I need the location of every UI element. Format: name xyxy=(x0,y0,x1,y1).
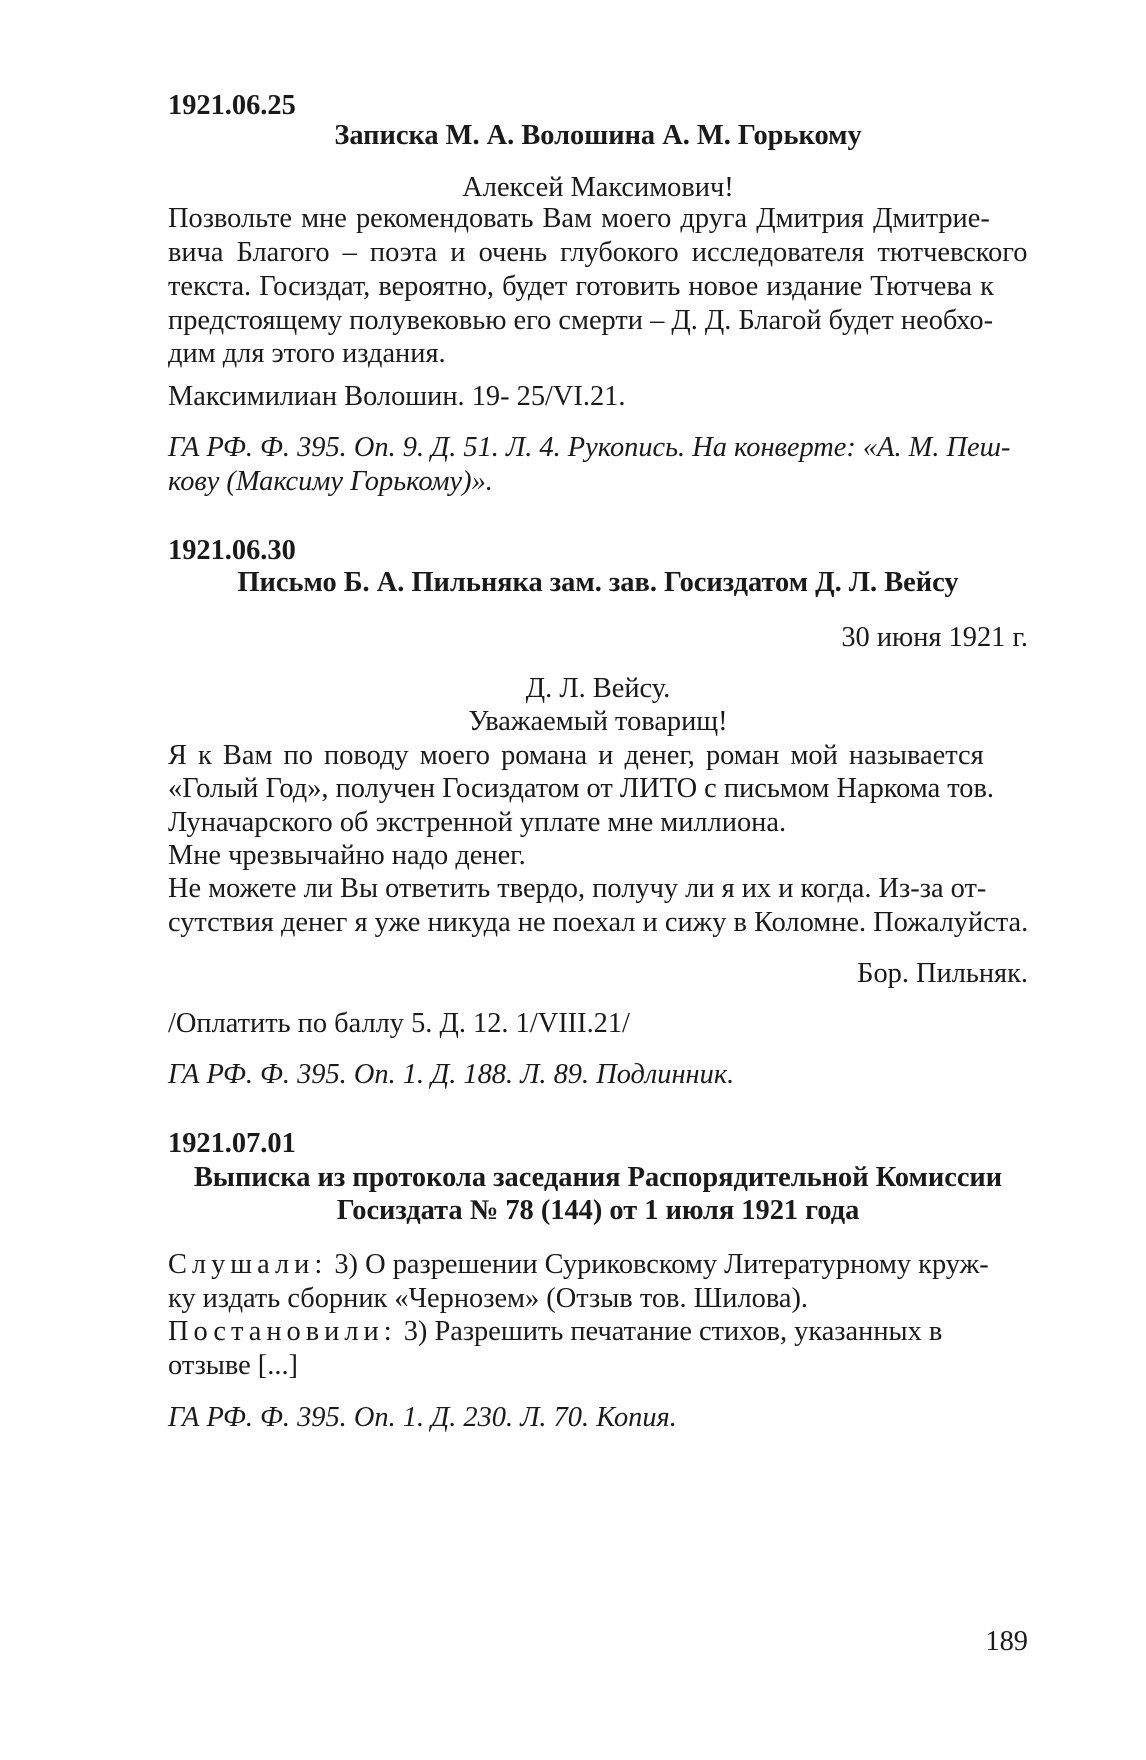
entry-title: Записка М. А. Волошина А. М. Горькому xyxy=(334,120,862,151)
entry-title: Выписка из протокола заседания Распорядительной Комиссии xyxy=(193,1162,1003,1193)
body-line: отзыве [...] xyxy=(168,1350,299,1381)
archive-source: ГА РФ. Ф. 395. Оп. 1. Д. 188. Л. 89. Подлинник. xyxy=(168,1059,735,1090)
addressee: Д. Л. Вейсу. xyxy=(525,673,671,704)
body-line: Я к Вам по поводу моего романа и денег, роман мой называется xyxy=(168,740,984,771)
heard-label: Слушали: xyxy=(168,1249,328,1280)
signature: Максимилиан Волошин. 19- 25/VI.21. xyxy=(168,381,626,412)
entry-date: 1921.07.01 xyxy=(168,1128,296,1159)
page-number: 189 xyxy=(985,1626,1028,1658)
body-line: Мне чрезвычайно надо денег. xyxy=(168,840,526,871)
resolved-text: 3) Разрешить печатание стихов, указанных в xyxy=(396,1316,943,1347)
salutation: Уважаемый товарищ! xyxy=(468,706,728,737)
heard-text: 3) О разрешении Суриковскому Литературному круж- xyxy=(327,1249,989,1280)
entry-title: Госиздата № 78 (144) от 1 июля 1921 года xyxy=(336,1195,860,1226)
entry-date: 1921.06.30 xyxy=(168,535,296,566)
body-line: «Голый Год», получен Госиздатом от ЛИТО с письмом Наркома тов. xyxy=(168,773,994,804)
salutation: Алексей Максимович! xyxy=(462,172,734,203)
archive-source: ГА РФ. Ф. 395. Оп. 1. Д. 230. Л. 70. Копия. xyxy=(168,1402,677,1433)
body-line: предстоящему полувековью его смерти – Д. Д. Благой будет необхо- xyxy=(168,305,994,336)
archive-source: кову (Максиму Горькому)». xyxy=(168,466,493,497)
entry-title: Письмо Б. А. Пильняка зам. зав. Госиздатом Д. Л. Вейсу xyxy=(237,567,959,598)
body-line: сутствия денег я уже никуда не поехал и сижу в Коломне. Пожалуйста. xyxy=(168,907,1029,938)
body-line: вича Благого – поэта и очень глубокого исследователя тютчевского xyxy=(168,237,1028,268)
body-line: текста. Госиздат, вероятно, будет готовить новое издание Тютчева к xyxy=(168,271,994,302)
body-line: Позвольте мне рекомендовать Вам моего друга Дмитрия Дмитрие- xyxy=(168,203,990,234)
body-line: Луначарского об экстренной уплате мне миллиона. xyxy=(168,807,787,838)
entry-date: 1921.06.25 xyxy=(168,90,296,121)
signature: Бор. Пильняк. xyxy=(857,958,1028,989)
body-line: дим для этого издания. xyxy=(168,338,446,369)
body-line: Не можете ли Вы ответить твердо, получу ли я их и когда. Из-за от- xyxy=(168,873,987,904)
resolution-note: /Оплатить по баллу 5. Д. 12. 1/VIII.21/ xyxy=(168,1008,630,1039)
archive-source: ГА РФ. Ф. 395. Оп. 9. Д. 51. Л. 4. Рукопись. На конверте: «А. М. Пеш- xyxy=(168,432,1011,463)
body-line: ку издать сборник «Чернозем» (Отзыв тов. Шилова). xyxy=(168,1283,809,1314)
resolved-label: Постановили: xyxy=(168,1316,397,1347)
letter-date: 30 июня 1921 г. xyxy=(841,622,1028,653)
